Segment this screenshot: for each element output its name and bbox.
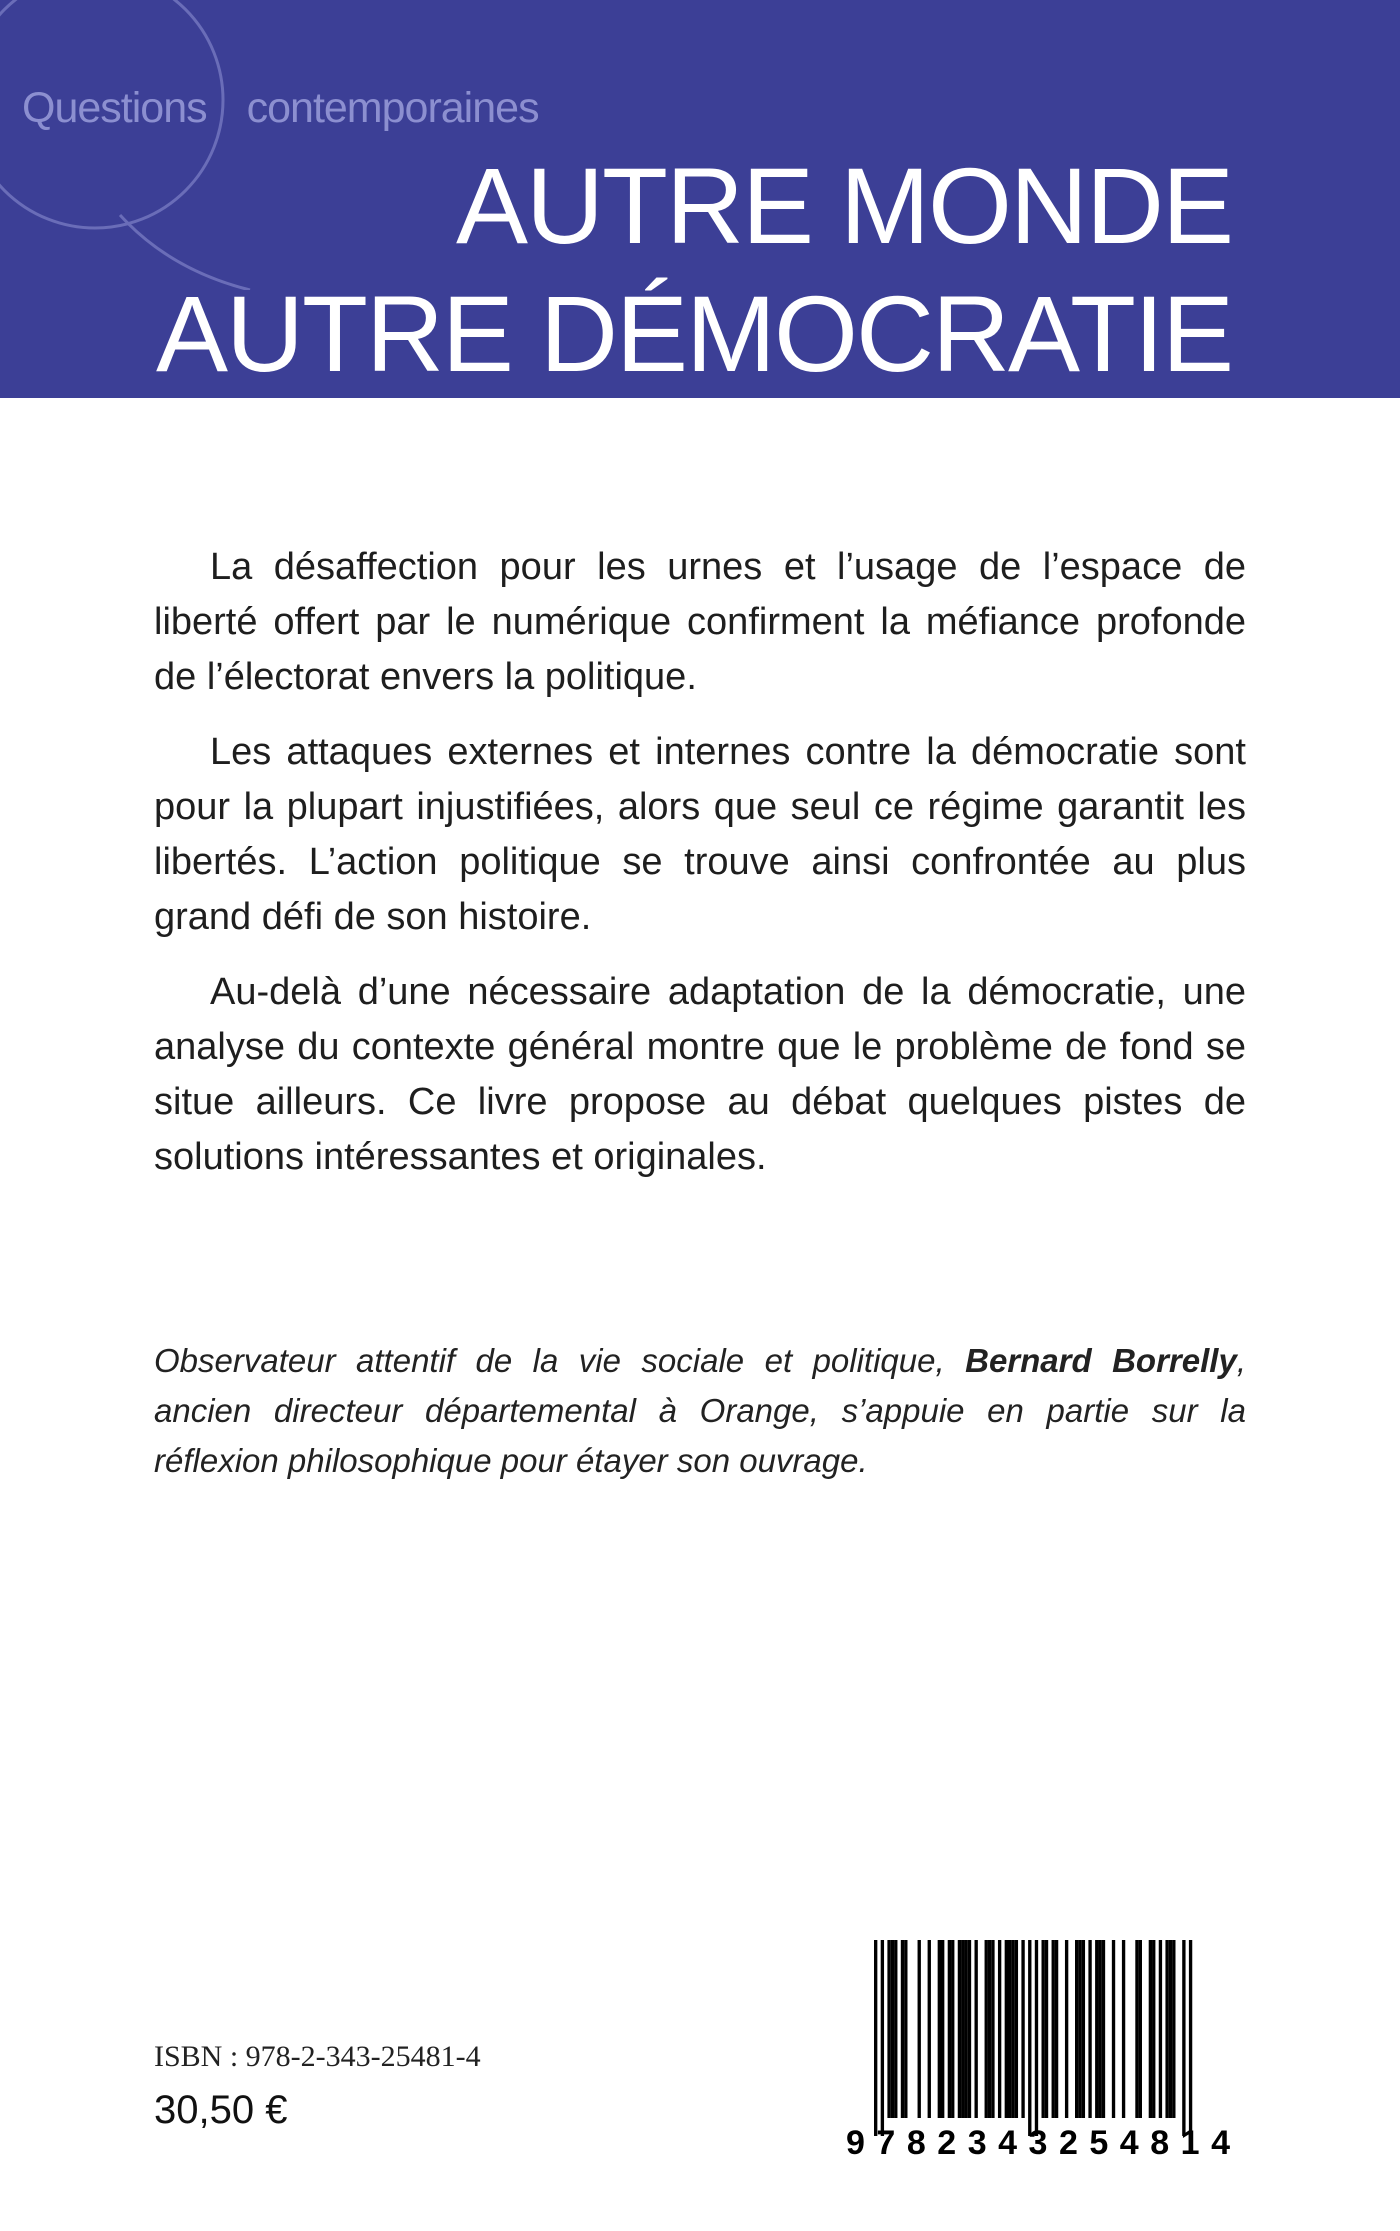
barcode-bar	[991, 1940, 994, 2118]
barcode-bar	[941, 1940, 944, 2118]
barcode-bar	[958, 1940, 961, 2118]
barcode-bar	[964, 1940, 967, 2118]
barcode-bar	[1045, 1940, 1048, 2118]
barcode-bar	[1159, 1940, 1162, 2118]
blurb-paragraph-1: La désaffection pour les urnes et l’usage de l’espace de liberté offert par le numérique confirment la méfiance profonde de l’électorat envers la politique.	[154, 546, 1246, 698]
barcode-bar	[1102, 1940, 1105, 2118]
barcode-bar	[998, 1940, 1001, 2118]
barcode-bar	[1028, 1940, 1031, 2136]
barcode-bar	[1112, 1940, 1115, 2118]
barcode-bar	[948, 1940, 951, 2118]
barcode-bar	[904, 1940, 907, 2118]
isbn-text: ISBN : 978-2-343-25481-4	[154, 2040, 481, 2073]
barcode-bar	[1095, 1940, 1098, 2118]
barcode-bar	[881, 1940, 884, 2136]
series-word-1: Questions	[22, 84, 207, 132]
author-bio	[154, 1336, 1246, 1486]
barcode-bars	[874, 1940, 1192, 2136]
barcode-bar	[1182, 1940, 1185, 2136]
author-bio-intro: Observateur attentif de la vie sociale et politique,	[154, 1342, 966, 1379]
barcode-bar	[1075, 1940, 1078, 2118]
barcode-bar	[975, 1940, 978, 2118]
barcode-bar	[918, 1940, 921, 2118]
barcode-bar	[951, 1940, 954, 2118]
barcode-bar	[968, 1940, 971, 2118]
barcode-bar	[1122, 1940, 1125, 2118]
barcode-bar	[901, 1940, 904, 2118]
back-cover-blurb	[154, 540, 1246, 1205]
barcode-bar	[1152, 1940, 1155, 2118]
author-name: Bernard Borrelly	[965, 1342, 1237, 1379]
barcode-bar	[1005, 1940, 1008, 2118]
barcode-bar	[874, 1940, 877, 2136]
barcode-bar	[1098, 1940, 1101, 2118]
barcode-bar	[938, 1940, 941, 2118]
barcode-bar	[1021, 1940, 1024, 2118]
barcode-bar	[1011, 1940, 1014, 2118]
barcode-bar	[928, 1940, 931, 2118]
book-title	[156, 142, 1232, 398]
barcode-bar	[1078, 1940, 1081, 2118]
barcode-bar	[1082, 1940, 1085, 2118]
barcode-digits: 9782343254814	[846, 2124, 1230, 2160]
title-line-2: AUTRE DÉMOCRATIE	[155, 273, 1232, 394]
barcode-bar	[1055, 1940, 1058, 2118]
barcode-bar	[1172, 1940, 1175, 2118]
barcode-bar	[1189, 1940, 1192, 2136]
barcode-bar	[891, 1940, 894, 2118]
barcode-bar	[1042, 1940, 1045, 2118]
barcode-bar	[1035, 1940, 1038, 2136]
price-text: 30,50 €	[154, 2088, 288, 2132]
barcode-bar	[985, 1940, 988, 2118]
barcode	[838, 1940, 1238, 2160]
barcode-bar	[1169, 1940, 1172, 2118]
series-name	[22, 84, 539, 133]
barcode-bar	[1065, 1940, 1068, 2118]
barcode-bar	[1149, 1940, 1152, 2118]
barcode-bar	[988, 1940, 991, 2118]
barcode-bar	[1088, 1940, 1091, 2118]
barcode-bar	[894, 1940, 897, 2118]
title-line-1: AUTRE MONDE	[455, 145, 1232, 266]
barcode-bar	[1015, 1940, 1018, 2118]
barcode-bar	[1139, 1940, 1142, 2118]
barcode-bar	[961, 1940, 964, 2118]
blurb-paragraph-3: Au-delà d’une nécessaire adaptation de la démocratie, une analyse du contexte général montre que le problème de fond se situe ailleurs. Ce livre propose au débat quelques pistes de solutions intéressantes et originales.	[154, 971, 1246, 1178]
cover-header	[0, 0, 1400, 398]
series-word-2: contemporaines	[246, 84, 539, 132]
barcode-bar	[1135, 1940, 1138, 2118]
barcode-bar	[1052, 1940, 1055, 2118]
barcode-bar	[1008, 1940, 1011, 2118]
author-bio-rest: , ancien directeur départemental à Orange, s’appuie en partie sur la réflexion philosophique pour étayer son ouvrage.	[154, 1342, 1246, 1479]
barcode-bar	[1165, 1940, 1168, 2118]
blurb-paragraph-2: Les attaques externes et internes contre la démocratie sont pour la plupart injustifiées, alors que seul ce régime garantit les libertés. L’action politique se trouve ainsi confrontée au plus grand défi de son histoire.	[154, 731, 1246, 938]
barcode-bar	[887, 1940, 890, 2118]
